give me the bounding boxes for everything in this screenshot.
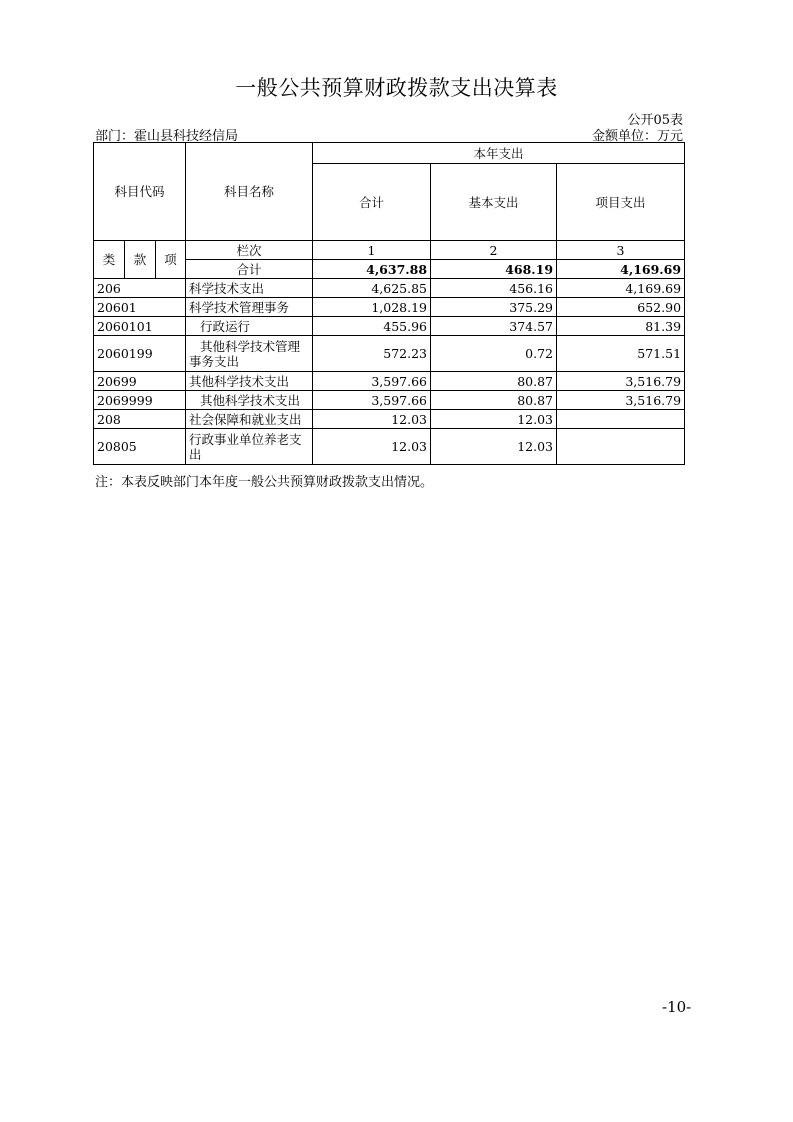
row-total: 455.96 — [313, 317, 431, 336]
expenditure-table — [93, 142, 685, 465]
table-note: 注：本表反映部门本年度一般公共预算财政拨款支出情况。 — [95, 475, 434, 490]
row-total: 4,625.85 — [313, 279, 431, 298]
header-column-no: 栏次 — [186, 241, 313, 260]
row-name: 行政运行 — [186, 317, 313, 336]
row-project: 4,169.69 — [557, 279, 685, 298]
unit-label: 金额单位：万元 — [591, 129, 683, 144]
total-total: 4,637.88 — [313, 260, 431, 279]
row-project: 571.51 — [557, 336, 685, 372]
total-basic: 468.19 — [431, 260, 557, 279]
header-code: 科目代码 — [94, 143, 186, 241]
header-col2: 2 — [431, 241, 557, 260]
total-label: 合计 — [186, 260, 313, 279]
form-number: 公开05表 — [627, 113, 683, 128]
header-current-year: 本年支出 — [313, 143, 685, 164]
header-kuan: 款 — [125, 241, 156, 279]
row-project: 81.39 — [557, 317, 685, 336]
row-code: 208 — [94, 410, 186, 429]
table-row — [94, 429, 685, 465]
row-total: 3,597.66 — [313, 391, 431, 410]
row-basic: 80.87 — [431, 372, 557, 391]
header-row-1 — [94, 143, 685, 164]
row-code: 2069999 — [94, 391, 186, 410]
row-total: 12.03 — [313, 410, 431, 429]
department-label: 部门：霍山县科技经信局 — [95, 129, 239, 144]
row-name: 行政事业单位养老支出 — [186, 429, 313, 465]
row-total: 12.03 — [313, 429, 431, 465]
table-row — [94, 317, 685, 336]
row-basic: 456.16 — [431, 279, 557, 298]
table-row — [94, 391, 685, 410]
row-code: 2060199 — [94, 336, 186, 372]
table-row — [94, 279, 685, 298]
header-basic: 基本支出 — [431, 164, 557, 241]
header-name: 科目名称 — [186, 143, 313, 241]
header-col3: 3 — [557, 241, 685, 260]
header-total: 合计 — [313, 164, 431, 241]
row-basic: 12.03 — [431, 429, 557, 465]
row-basic: 80.87 — [431, 391, 557, 410]
row-project — [557, 410, 685, 429]
row-name: 科学技术管理事务 — [186, 298, 313, 317]
table-row — [94, 336, 685, 372]
row-name: 其他科学技术支出 — [186, 372, 313, 391]
row-name: 科学技术支出 — [186, 279, 313, 298]
header-row-3 — [94, 241, 685, 260]
row-name: 其他科学技术管理事务支出 — [186, 336, 313, 372]
row-basic: 374.57 — [431, 317, 557, 336]
row-code: 20601 — [94, 298, 186, 317]
row-project: 3,516.79 — [557, 391, 685, 410]
row-code: 2060101 — [94, 317, 186, 336]
row-basic: 12.03 — [431, 410, 557, 429]
header-project: 项目支出 — [557, 164, 685, 241]
row-basic: 375.29 — [431, 298, 557, 317]
row-project: 3,516.79 — [557, 372, 685, 391]
page-number: -10- — [662, 998, 692, 1016]
row-project — [557, 429, 685, 465]
table-row — [94, 410, 685, 429]
header-xiang: 项 — [156, 241, 186, 279]
page-title: 一般公共预算财政拨款支出决算表 — [235, 76, 558, 100]
header-col1: 1 — [313, 241, 431, 260]
row-project: 652.90 — [557, 298, 685, 317]
total-project: 4,169.69 — [557, 260, 685, 279]
row-basic: 0.72 — [431, 336, 557, 372]
row-name: 其他科学技术支出 — [186, 391, 313, 410]
row-code: 20699 — [94, 372, 186, 391]
row-total: 1,028.19 — [313, 298, 431, 317]
row-code: 206 — [94, 279, 186, 298]
table-row — [94, 372, 685, 391]
row-total: 572.23 — [313, 336, 431, 372]
row-code: 20805 — [94, 429, 186, 465]
header-lei: 类 — [94, 241, 125, 279]
row-total: 3,597.66 — [313, 372, 431, 391]
row-name: 社会保障和就业支出 — [186, 410, 313, 429]
table-row — [94, 298, 685, 317]
